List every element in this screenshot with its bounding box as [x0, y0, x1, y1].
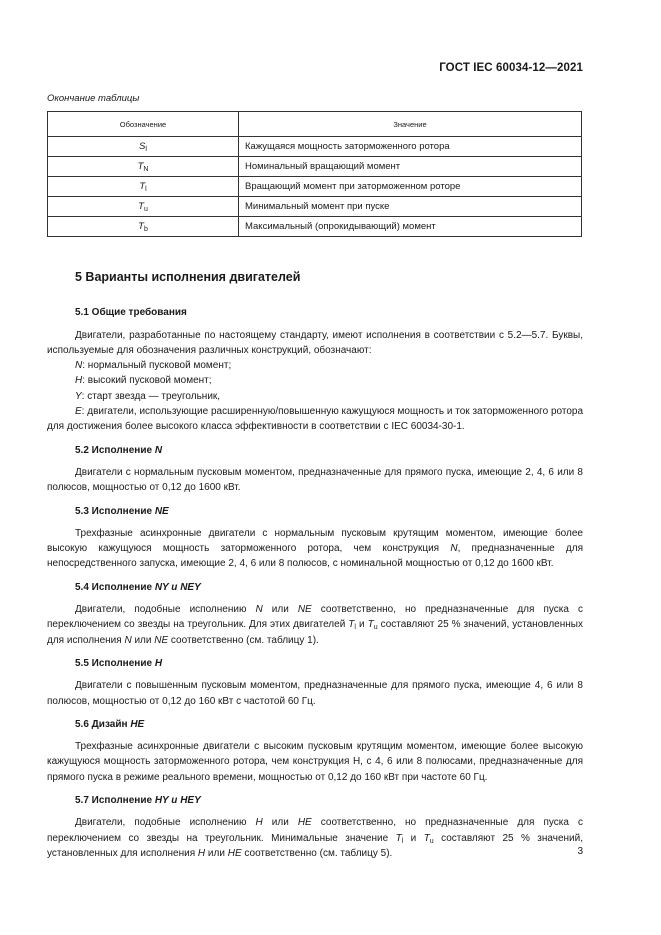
list-item-h: H: высокий пусковой момент;: [75, 375, 212, 387]
paragraph-5-7: Двигатели, подобные исполнению H или HE соответственно, но предназначенные для пуска с переключением со звезды на треугольник. Минимальные значение $T_l$ и $T_u$ составляют 25 % значений, установленных для исполнения H или HE соответственно (см. таблицу 5).: [47, 817, 583, 859]
table-header-row: [48, 112, 582, 137]
section-5-title: 5 Варианты исполнения двигателей: [75, 270, 301, 284]
table-row: [48, 217, 582, 237]
list-item-y: Y: старт звезда — треугольник,: [75, 390, 221, 402]
paragraph-5-2: Двигатели с нормальным пусковым моментом, предназначенные для прямого пуска, имеющие 2, 4, 6 или 8 полюсов, мощностью от 0,12 до 1600 кВт.: [47, 466, 583, 494]
symbols-table: [47, 111, 582, 237]
table-cell-meaning: Максимальный (опрокидывающий) момент: [239, 217, 582, 237]
document-header: ГОСТ IEC 60034-12—2021: [439, 62, 583, 74]
subsection-5-1-title: 5.1 Общие требования: [75, 307, 187, 319]
table-cell-symbol: $T_u$: [48, 197, 239, 217]
table-header-meaning: Значение: [239, 112, 582, 137]
main-content: [47, 270, 583, 861]
subsection-5-6-title: 5.6 Дизайн HE: [75, 718, 145, 730]
subsection-5-7-title: 5.7 Исполнение HY и HEY: [75, 795, 201, 807]
table-cell-symbol: $S_l$: [48, 137, 239, 157]
page-number: 3: [577, 846, 583, 857]
table-header-symbol: Обозначение: [48, 112, 239, 137]
paragraph-5-5: Двигатели с повышенным пусковым моментом, предназначенные для прямого пуска, имеющие 4, 6 или 8 полюсов, мощностью от 0,12 до 160 кВт с частотой 60 Гц.: [47, 680, 583, 707]
paragraph-5-3: Трехфазные асинхронные двигатели с нормальным пусковым крутящим моментом, имеющие более высокую кажущуюся мощность заторможенного ротора, чем конструкция N, предназначенные для непосредственного запуска, имеющие 2, 4, 6 или 8 полюсов, с номинальной мощностью от 0,12 до 1600 кВт.: [47, 527, 584, 570]
table-cell-meaning: Минимальный момент при пуске: [239, 197, 582, 217]
paragraph-5-6: Трехфазные асинхронные двигатели с высоким пусковым крутящим моментом, имеющие более высокую кажущуюся мощность заторможенного ротора, чем конструкция H, с 4, 6 или 8 полюсами, предназначенные для прямого пуска в режиме реального времени, мощностью от 0,12 до 160 кВт при частоте 60 Гц.: [47, 741, 583, 783]
subsection-5-2-title: 5.2 Исполнение N: [75, 444, 163, 456]
table-cell-meaning: Вращающий момент при заторможенном роторе: [239, 177, 582, 197]
table-row: [48, 137, 582, 157]
paragraph-5-1-intro: Двигатели, разработанные по настоящему стандарту, имеют исполнения в соответствии с 5.2—5.7. Буквы, используемые для обозначения различных конструкций, обозначают:: [47, 329, 583, 356]
table-cell-symbol: $T_b$: [48, 217, 239, 237]
table-caption: Окончание таблицы: [47, 93, 140, 104]
table-cell-meaning: Кажущаяся мощность заторможенного ротора: [239, 137, 582, 157]
table-cell-symbol: $T_N$: [48, 157, 239, 177]
table-row: [48, 177, 582, 197]
subsection-5-3-title: 5.3 Исполнение NE: [75, 505, 169, 517]
subsection-5-5-title: 5.5 Исполнение H: [75, 657, 163, 669]
table-row: [48, 157, 582, 177]
subsection-5-4-title: 5.4 Исполнение NY и NEY: [75, 581, 201, 593]
table-cell-symbol: $T_l$: [48, 177, 239, 197]
paragraph-5-4: Двигатели, подобные исполнению N или NE соответственно, но предназначенные для пуска с переключением со звезды на треугольник. Для этих двигателей $T_l$ и $T_u$ составляют 25 % значений, установленных для исполнения N или NE соответственно (см. таблицу 1).: [47, 604, 583, 646]
table-cell-meaning: Номинальный вращающий момент: [239, 157, 582, 177]
table-row: [48, 197, 582, 217]
list-item-e: E: двигатели, использующие расширенную/повышенную кажущуюся мощность и ток заторможенного ротора для достижения более высокого класса эффективности в соответствии с IEC 60034-30-1.: [47, 406, 583, 433]
list-item-n: N: нормальный пусковой момент;: [75, 360, 232, 372]
